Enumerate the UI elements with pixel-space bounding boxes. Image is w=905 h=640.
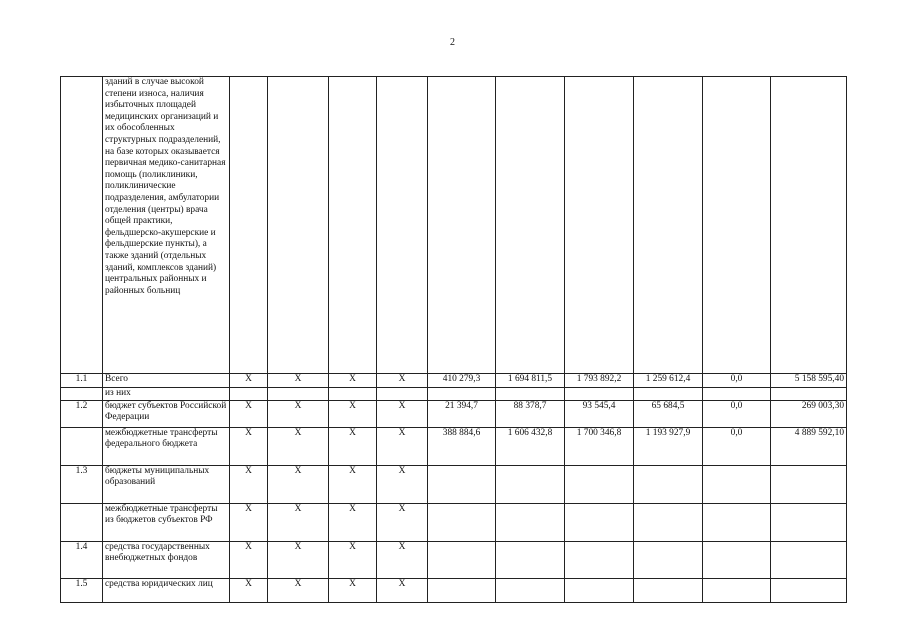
- total-cell: [771, 465, 847, 503]
- row-label: межбюджетные трансферты из бюджетов субъектов РФ: [103, 503, 230, 541]
- value-cell: [428, 541, 496, 578]
- x-cell: X: [329, 578, 377, 602]
- x-cell: X: [329, 465, 377, 503]
- x-cell: X: [377, 465, 428, 503]
- table-row: [61, 465, 847, 503]
- value-cell: 1 193 927,9: [634, 427, 703, 465]
- x-cell: [377, 77, 428, 374]
- value-cell: [634, 541, 703, 578]
- row-label: бюджет субъектов Российской Федерации: [103, 400, 230, 427]
- table-row: [61, 374, 847, 388]
- value-cell: [703, 503, 771, 541]
- value-cell: [703, 388, 771, 401]
- value-cell: [634, 465, 703, 503]
- x-cell: X: [329, 503, 377, 541]
- x-cell: X: [230, 374, 268, 388]
- page-number: 2: [450, 37, 455, 48]
- x-cell: X: [268, 541, 329, 578]
- value-cell: [634, 388, 703, 401]
- row-label: средства государственных внебюджетных фондов: [103, 541, 230, 578]
- x-cell: X: [377, 578, 428, 602]
- value-cell: [703, 541, 771, 578]
- table-row: [61, 77, 847, 374]
- x-cell: X: [329, 400, 377, 427]
- total-cell: [771, 541, 847, 578]
- x-cell: X: [377, 400, 428, 427]
- x-cell: [329, 77, 377, 374]
- value-cell: [703, 77, 771, 374]
- row-number: 1.1: [61, 374, 103, 388]
- row-number: 1.4: [61, 541, 103, 578]
- x-cell: [377, 388, 428, 401]
- x-cell: [329, 388, 377, 401]
- value-cell: 0,0: [703, 374, 771, 388]
- x-cell: X: [268, 578, 329, 602]
- row-number: 1.3: [61, 465, 103, 503]
- value-cell: [565, 503, 634, 541]
- value-cell: [496, 541, 565, 578]
- row-number: [61, 503, 103, 541]
- x-cell: X: [230, 427, 268, 465]
- value-cell: 1 259 612,4: [634, 374, 703, 388]
- value-cell: [496, 578, 565, 602]
- value-cell: [634, 503, 703, 541]
- x-cell: X: [230, 578, 268, 602]
- x-cell: [230, 77, 268, 374]
- x-cell: X: [329, 427, 377, 465]
- value-cell: 21 394,7: [428, 400, 496, 427]
- row-label: из них: [103, 388, 230, 401]
- value-cell: [428, 503, 496, 541]
- total-cell: 4 889 592,10: [771, 427, 847, 465]
- x-cell: X: [377, 427, 428, 465]
- value-cell: 0,0: [703, 400, 771, 427]
- x-cell: X: [230, 465, 268, 503]
- row-label: средства юридических лиц: [103, 578, 230, 602]
- value-cell: 65 684,5: [634, 400, 703, 427]
- x-cell: X: [230, 503, 268, 541]
- value-cell: [428, 465, 496, 503]
- x-cell: X: [329, 374, 377, 388]
- value-cell: 0,0: [703, 427, 771, 465]
- x-cell: X: [377, 374, 428, 388]
- x-cell: X: [268, 374, 329, 388]
- x-cell: [268, 388, 329, 401]
- total-cell: [771, 388, 847, 401]
- x-cell: X: [268, 465, 329, 503]
- value-cell: [565, 465, 634, 503]
- value-cell: 93 545,4: [565, 400, 634, 427]
- row-label: зданий в случае высокой степени износа, наличия избыточных площадей медицинских организаций и их обособленных структурных подразделений, на базе которых оказывается первичная медико-санитарная помощь (поликлиники, поликлинические подразделения, амбулатории отделения (центры) врача общей практики, фельдшерско-акушерские и фельдшерские пункты), а также зданий (отдельных зданий, комплексов зданий) центральных районных и районных больниц: [103, 77, 230, 374]
- total-cell: [771, 77, 847, 374]
- value-cell: [428, 77, 496, 374]
- row-label: межбюджетные трансферты федерального бюджета: [103, 427, 230, 465]
- value-cell: 1 606 432,8: [496, 427, 565, 465]
- value-cell: 388 884,6: [428, 427, 496, 465]
- table-row: [61, 388, 847, 401]
- x-cell: X: [377, 541, 428, 578]
- x-cell: X: [377, 503, 428, 541]
- row-number: [61, 427, 103, 465]
- value-cell: [496, 465, 565, 503]
- budget-table: [60, 76, 847, 603]
- x-cell: X: [230, 541, 268, 578]
- value-cell: [703, 465, 771, 503]
- value-cell: [496, 77, 565, 374]
- row-number: 1.5: [61, 578, 103, 602]
- x-cell: X: [268, 400, 329, 427]
- x-cell: X: [268, 503, 329, 541]
- value-cell: [428, 388, 496, 401]
- row-label: Всего: [103, 374, 230, 388]
- value-cell: [703, 578, 771, 602]
- table-row: [61, 400, 847, 427]
- value-cell: 1 700 346,8: [565, 427, 634, 465]
- value-cell: [496, 388, 565, 401]
- x-cell: [268, 77, 329, 374]
- x-cell: X: [268, 427, 329, 465]
- table-row: [61, 541, 847, 578]
- total-cell: [771, 578, 847, 602]
- value-cell: [565, 578, 634, 602]
- total-cell: 269 003,30: [771, 400, 847, 427]
- table-row: [61, 503, 847, 541]
- row-number: [61, 77, 103, 374]
- table-row: [61, 578, 847, 602]
- value-cell: [428, 578, 496, 602]
- value-cell: 410 279,3: [428, 374, 496, 388]
- row-label: бюджеты муниципальных образований: [103, 465, 230, 503]
- value-cell: 1 793 892,2: [565, 374, 634, 388]
- table-row: [61, 427, 847, 465]
- value-cell: [565, 541, 634, 578]
- value-cell: [634, 77, 703, 374]
- value-cell: 1 694 811,5: [496, 374, 565, 388]
- row-number: 1.2: [61, 400, 103, 427]
- total-cell: 5 158 595,40: [771, 374, 847, 388]
- value-cell: [634, 578, 703, 602]
- value-cell: [565, 77, 634, 374]
- value-cell: [496, 503, 565, 541]
- total-cell: [771, 503, 847, 541]
- row-number: [61, 388, 103, 401]
- value-cell: [565, 388, 634, 401]
- x-cell: X: [230, 400, 268, 427]
- x-cell: X: [329, 541, 377, 578]
- value-cell: 88 378,7: [496, 400, 565, 427]
- x-cell: [230, 388, 268, 401]
